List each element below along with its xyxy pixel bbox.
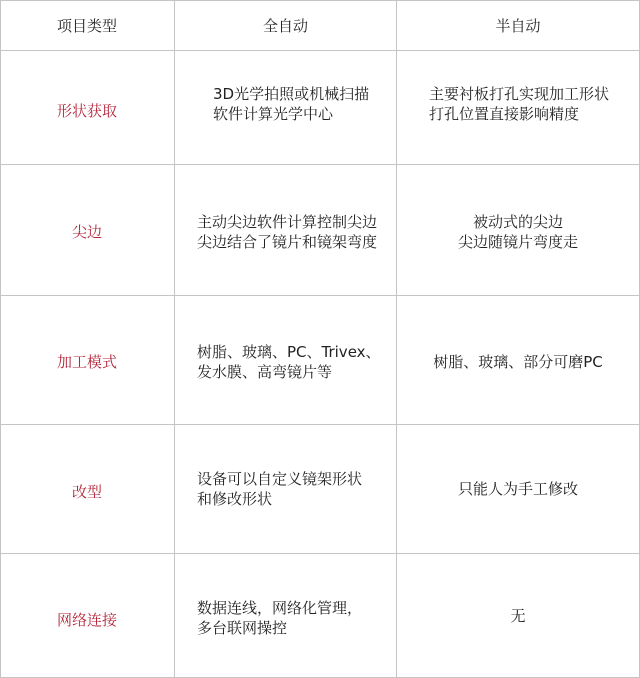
header-full-auto bbox=[175, 1, 396, 50]
row-semi-auto-cell bbox=[397, 554, 639, 677]
cell-text: 树脂、玻璃、PC、Trivex、 发水膜、高弯镜片等 bbox=[197, 343, 381, 381]
header-label: 半自动 bbox=[495, 16, 541, 35]
header-semi-auto bbox=[397, 1, 639, 50]
row-type-processing-mode bbox=[0, 296, 174, 424]
row-type-label: 加工模式 bbox=[56, 353, 117, 371]
row-type-bevel bbox=[0, 165, 174, 295]
row-type-network-connection bbox=[0, 554, 174, 677]
row-semi-auto-cell bbox=[397, 296, 639, 424]
row-full-auto-cell bbox=[175, 296, 396, 424]
row-full-auto-cell bbox=[175, 51, 396, 164]
row-full-auto-cell bbox=[175, 554, 396, 677]
cell-text: 被动式的尖边 尖边随镜片弯度走 bbox=[457, 213, 578, 251]
cell-text: 设备可以自定义镜架形状 和修改形状 bbox=[197, 470, 363, 508]
cell-text: 主动尖边软件计算控制尖边 尖边结合了镜片和镜架弯度 bbox=[197, 213, 378, 251]
row-semi-auto-cell bbox=[397, 165, 639, 295]
header-label: 全自动 bbox=[262, 16, 308, 35]
row-type-label: 尖边 bbox=[71, 223, 102, 241]
cell-text: 数据连线，网络化管理， 多台联网操控 bbox=[197, 598, 363, 637]
row-type-label: 改型 bbox=[71, 483, 102, 501]
row-semi-auto-cell bbox=[397, 425, 639, 553]
row-semi-auto-cell bbox=[397, 51, 639, 164]
row-type-label: 形状获取 bbox=[56, 101, 117, 120]
header-label: 项目类型 bbox=[56, 16, 117, 35]
row-type-label: 网络连接 bbox=[56, 610, 117, 629]
row-type-shape-acquisition bbox=[0, 51, 174, 164]
cell-text: 只能人为手工修改 bbox=[457, 480, 578, 498]
cell-text: 无 bbox=[510, 606, 526, 625]
cell-text: 树脂、玻璃、部分可磨PC bbox=[433, 353, 603, 371]
row-full-auto-cell bbox=[175, 425, 396, 553]
row-full-auto-cell bbox=[175, 165, 396, 295]
row-type-reshape bbox=[0, 425, 174, 553]
cell-text: 3D光学拍照或机械扫描 软件计算光学中心 bbox=[213, 84, 370, 123]
header-project-type bbox=[0, 1, 174, 50]
cell-text: 主要衬板打孔实现加工形状 打孔位置直接影响精度 bbox=[429, 84, 610, 123]
